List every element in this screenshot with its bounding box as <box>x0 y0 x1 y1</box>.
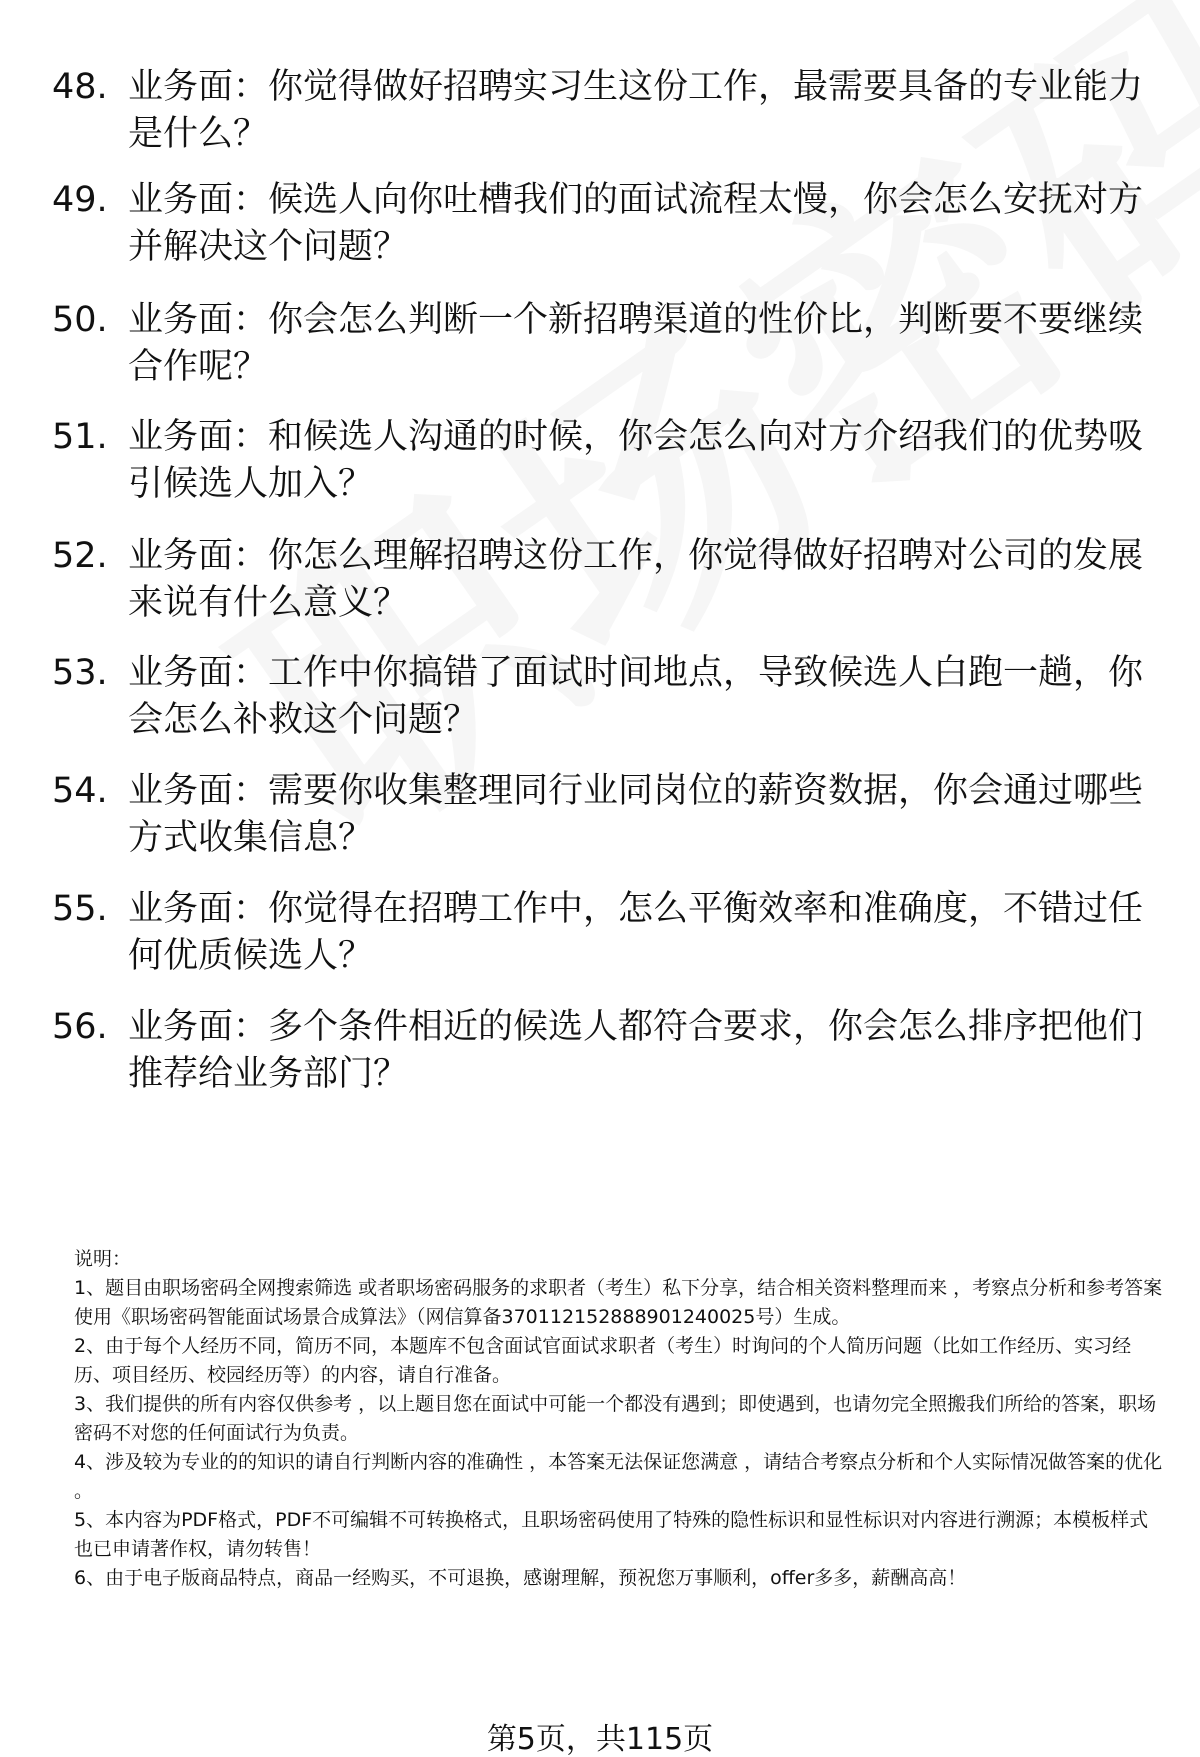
question-text: 业务面：你怎么理解招聘这份工作，你觉得做好招聘对公司的发展来说有什么意义？ <box>128 536 1144 623</box>
note-item: 5、本内容为PDF格式，PDF不可编辑不可转换格式，且职场密码使用了特殊的隐性标识和显性标识对内容进行溯源；本模板样式也已申请著作权，请勿转售！ <box>74 1509 1149 1560</box>
note-item: 1、题目由职场密码全网搜索筛选 或者职场密码服务的求职者（考生）私下分享，结合相关资料整理而来 ，考察点分析和参考答案使用《职场密码智能面试场景合成算法》（网信算备370112152888901240025号）生成。 <box>74 1277 1163 1328</box>
question-number: 49. <box>52 180 108 220</box>
question-number: 48. <box>52 67 108 107</box>
notes-title: 说明： <box>74 1248 132 1270</box>
question-text: 业务面：需要你收集整理同行业同岗位的薪资数据，你会通过哪些方式收集信息？ <box>128 771 1144 858</box>
question-number: 52. <box>52 536 108 576</box>
notes-section <box>74 1245 1164 1593</box>
question-text: 业务面：和候选人沟通的时候，你会怎么向对方介绍我们的优势吸引候选人加入？ <box>128 417 1144 504</box>
question-number: 50. <box>52 300 108 340</box>
question-text: 业务面：你觉得在招聘工作中，怎么平衡效率和准确度，不错过任何优质候选人？ <box>128 889 1144 976</box>
question-number: 53. <box>52 653 108 693</box>
question-number: 54. <box>52 771 108 811</box>
question-number: 55. <box>52 889 108 929</box>
note-item: 3、我们提供的所有内容仅供参考 ，以上题目您在面试中可能一个都没有遇到；即使遇到，也请勿完全照搬我们所给的答案，职场密码不对您的任何面试行为负责。 <box>74 1393 1157 1444</box>
question-number: 51. <box>52 417 108 457</box>
question-text: 业务面：候选人向你吐槽我们的面试流程太慢，你会怎么安抚对方并解决这个问题？ <box>128 180 1144 267</box>
note-item: 2、由于每个人经历不同，简历不同，本题库不包含面试官面试求职者（考生）时询问的个人简历问题（比如工作经历、实习经历、项目经历、校园经历等）的内容，请自行准备。 <box>74 1335 1132 1386</box>
question-text: 业务面：多个条件相近的候选人都符合要求，你会怎么排序把他们推荐给业务部门？ <box>128 1007 1144 1094</box>
question-text: 业务面：工作中你搞错了面试时间地点，导致候选人白跑一趟，你会怎么补救这个问题？ <box>128 653 1144 740</box>
question-number: 56. <box>52 1007 108 1047</box>
note-item: 4、涉及较为专业的的知识的请自行判断内容的准确性 ，本答案无法保证您满意 ，请结合考察点分析和个人实际情况做答案的优化 。 <box>74 1451 1163 1502</box>
question-text: 业务面：你觉得做好招聘实习生这份工作，最需要具备的专业能力是什么？ <box>128 67 1144 154</box>
note-item: 6、由于电子版商品特点，商品一经购买，不可退换，感谢理解，预祝您万事顺利，offer多多，薪酬高高！ <box>74 1567 967 1589</box>
question-text: 业务面：你会怎么判断一个新招聘渠道的性价比，判断要不要继续合作呢？ <box>128 300 1144 387</box>
page-number: 第5页，共115页 <box>486 1722 714 1757</box>
